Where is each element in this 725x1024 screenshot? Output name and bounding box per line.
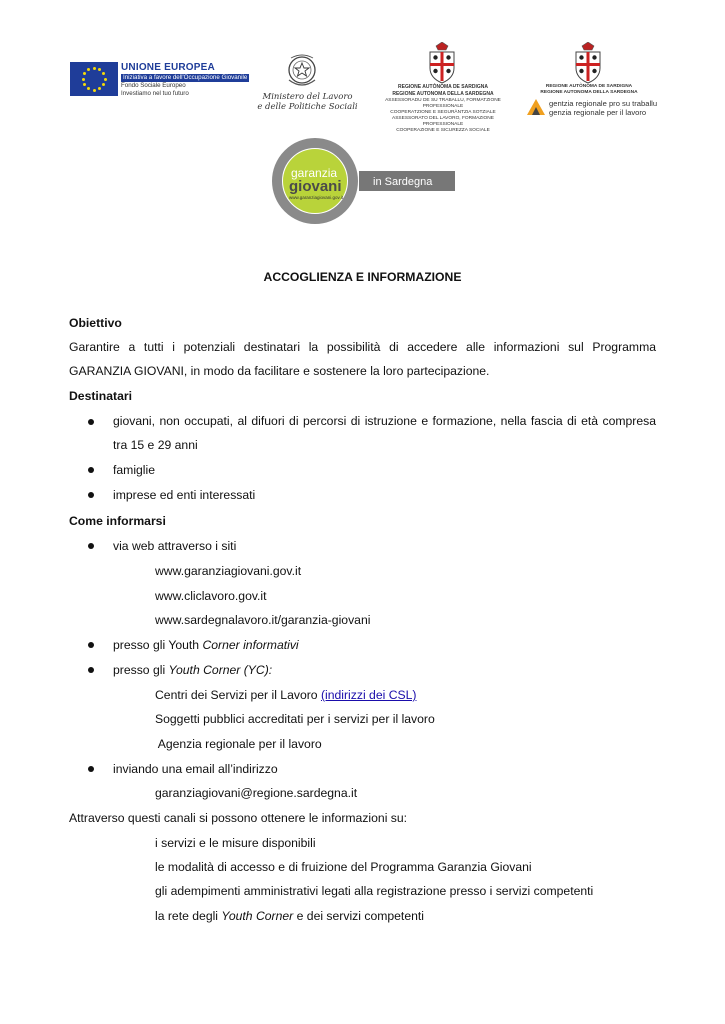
eu-logo-text bbox=[121, 62, 271, 98]
agenzia-line: Agenzia regionale per il lavoro bbox=[155, 737, 322, 751]
eu-star-icon bbox=[98, 87, 101, 90]
eu-star-icon bbox=[102, 83, 105, 86]
agency-line-2: genzia regionale per il lavoro bbox=[549, 107, 647, 117]
sardinia-crest-icon bbox=[424, 42, 460, 84]
site-link-1[interactable]: www.garanziagiovani.gov.it bbox=[155, 564, 302, 578]
eu-star-icon bbox=[83, 83, 86, 86]
site-link-3[interactable]: www.sardegnalavoro.it/garanzia-giovani bbox=[155, 613, 371, 627]
eu-star-icon bbox=[98, 68, 101, 71]
ministry-line-1: Ministero del Lavoro bbox=[262, 92, 353, 102]
youth-corner-item bbox=[113, 663, 272, 678]
ras1-line-5: ASSESSORATO DEL LAVORO, FORMAZIONE PROFESSIONALE bbox=[392, 116, 494, 127]
yc-emphasis: Youth Corner (YC): bbox=[168, 663, 273, 677]
ras-logo-text bbox=[530, 84, 648, 96]
bullet-icon bbox=[88, 667, 94, 673]
eu-title: UNIONE EUROPEA bbox=[121, 62, 215, 73]
info-4-post: e dei servizi competenti bbox=[293, 909, 424, 923]
eu-star-icon bbox=[104, 78, 107, 81]
ras1-line-3: ASSESSORADU DE SU TRABALLU, FORMATZIONE PROFESSIONALE bbox=[385, 98, 501, 109]
yc-info-text: presso gli Youth bbox=[113, 638, 203, 652]
bullet-icon bbox=[88, 492, 94, 498]
italian-republic-emblem-icon bbox=[283, 50, 321, 90]
email-item: inviando una email all’indirizzo bbox=[113, 762, 278, 776]
bullet-icon bbox=[88, 642, 94, 648]
eu-star-icon bbox=[82, 78, 85, 81]
email-address[interactable]: garanziagiovani@regione.sardegna.it bbox=[155, 786, 358, 800]
obiettivo-line-1: Garantire a tutti i potenziali destinatari la possibilità di accedere alle informazioni sul Programma bbox=[69, 340, 656, 354]
info-4-emphasis: Youth Corner bbox=[221, 909, 294, 923]
document-title: ACCOGLIENZA E INFORMAZIONE bbox=[263, 270, 462, 284]
csl-addresses-link[interactable]: (indirizzi dei CSL) bbox=[320, 688, 417, 702]
info-item-3: gli adempimenti amministrativi legati alla registrazione presso i servizi competenti bbox=[155, 884, 594, 898]
centri-text: Centri dei Servizi per il Lavoro bbox=[155, 688, 321, 702]
attraverso-line: Attraverso questi canali si possono ottenere le informazioni su: bbox=[69, 811, 408, 825]
ras1-line-4: COOPERATZIONE E SEGURÀNTZIA SOTZIALE bbox=[390, 110, 496, 115]
centri-line bbox=[155, 688, 416, 703]
agency-line-1: gentzia regionale pro su traballu bbox=[549, 99, 658, 108]
eu-star-icon bbox=[93, 89, 96, 92]
eu-line-1: Iniziativa a favore dell'Occupazione Giovanile bbox=[123, 74, 248, 81]
ras1-line-1: REGIONE AUTÒNOMA DE SARDIGNA bbox=[398, 84, 488, 90]
ministry-line-2: e delle Politiche Sociali bbox=[257, 102, 358, 112]
info-item-4 bbox=[155, 909, 424, 924]
info-item-2: le modalità di accesso e di fruizione del Programma Garanzia Giovani bbox=[155, 860, 532, 874]
eu-line-3: Investiamo nel tuo futuro bbox=[121, 90, 189, 97]
eu-star-icon bbox=[87, 87, 90, 90]
destinatari-item-3: imprese ed enti interessati bbox=[113, 488, 256, 502]
eu-line-2: Fondo Sociale Europeo bbox=[121, 82, 186, 89]
sardinia-crest-icon bbox=[570, 42, 606, 84]
come-informarsi-heading: Come informarsi bbox=[69, 514, 166, 528]
ministry-logo-text bbox=[255, 92, 360, 112]
ras-assessorato-logo-text bbox=[372, 84, 514, 134]
bullet-icon bbox=[88, 766, 94, 772]
gg-url: www.garanziagiovani.gov.it bbox=[289, 195, 343, 200]
obiettivo-line-2: GARANZIA GIOVANI, in modo da facilitare e sostenere la loro partecipazione. bbox=[69, 364, 490, 378]
destinatari-item-1-line-1: giovani, non occupati, al difuori di percorsi di istruzione e formazione, nella fascia di età compresa bbox=[113, 414, 656, 428]
ras2-line-2: REGIONE AUTONOMA DELLA SARDEGNA bbox=[540, 90, 638, 95]
info-item-1: i servizi e le misure disponibili bbox=[155, 836, 316, 850]
info-4-pre: la rete degli bbox=[155, 909, 222, 923]
destinatari-item-1-line-2: tra 15 e 29 anni bbox=[113, 438, 198, 452]
ras1-line-2: REGIONE AUTONOMA DELLA SARDEGNA bbox=[392, 91, 494, 97]
youth-corner-info-item bbox=[113, 638, 299, 653]
gg-tag: in Sardegna bbox=[373, 176, 433, 188]
eu-star-icon bbox=[83, 72, 86, 75]
soggetti-line: Soggetti pubblici accreditati per i servizi per il lavoro bbox=[155, 712, 435, 726]
web-item: via web attraverso i siti bbox=[113, 539, 237, 553]
bullet-icon bbox=[88, 419, 94, 425]
bullet-icon bbox=[88, 467, 94, 473]
destinatari-heading: Destinatari bbox=[69, 389, 132, 403]
ras1-line-6: COOPERAZIONE E SICUREZZA SOCIALE bbox=[396, 128, 490, 133]
garanzia-giovani-logo bbox=[271, 137, 457, 227]
eu-flag-logo bbox=[70, 62, 118, 96]
destinatari-item-2: famiglie bbox=[113, 463, 155, 477]
eu-star-icon bbox=[102, 72, 105, 75]
gg-word-1: garanzia bbox=[291, 166, 338, 180]
eu-star-icon bbox=[93, 67, 96, 70]
bullet-icon bbox=[88, 543, 94, 549]
agency-logo-text bbox=[549, 100, 669, 117]
site-link-2[interactable]: www.cliclavoro.gov.it bbox=[155, 589, 267, 603]
obiettivo-heading: Obiettivo bbox=[69, 316, 122, 330]
eu-star-icon bbox=[87, 68, 90, 71]
yc-info-emphasis: Corner informativi bbox=[202, 638, 299, 652]
yc-text: presso gli bbox=[113, 663, 169, 677]
agency-logo-icon bbox=[525, 98, 547, 116]
ras2-line-1: REGIONE AUTÒNOMA DE SARDIGNA bbox=[545, 84, 633, 89]
gg-word-2: giovani bbox=[289, 178, 342, 195]
